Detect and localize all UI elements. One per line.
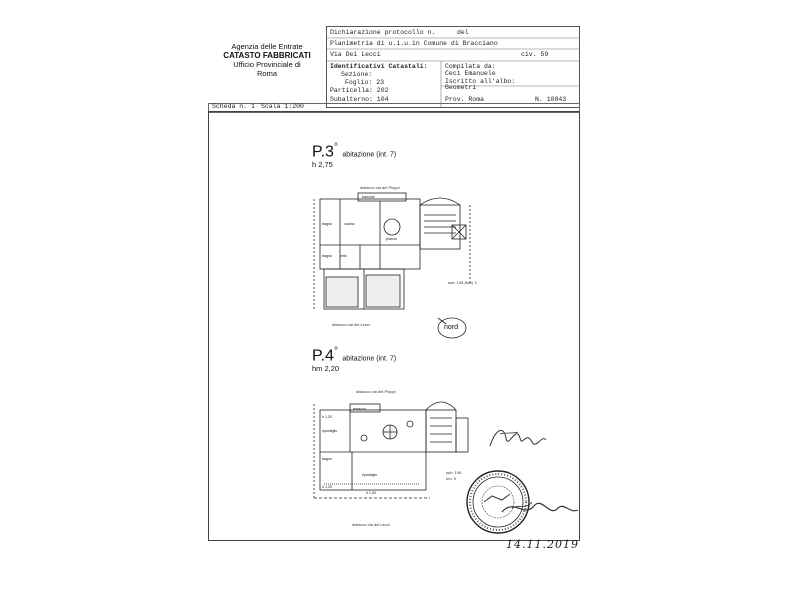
agency-ufficio: Ufficio Provinciale di bbox=[233, 60, 301, 69]
floor3-desc: abitazione (int. 7) bbox=[342, 151, 397, 159]
floor4-side-label: sub. 106 bbox=[446, 470, 462, 475]
floor4-room-ripostiglio-2: ripostiglio bbox=[362, 473, 378, 477]
floor3-title bbox=[312, 142, 396, 161]
north-label: nord bbox=[444, 324, 459, 331]
floor3-plan bbox=[300, 185, 500, 335]
albo-text: Geometri bbox=[445, 84, 477, 91]
civ-text: civ. 59 bbox=[521, 51, 549, 58]
particella-text: Particella: 202 bbox=[330, 87, 389, 94]
floor3-level: P.3 bbox=[312, 143, 334, 161]
floor3-room-bagno-2: bagno bbox=[322, 254, 332, 258]
floor4-room-ripostiglio: ripostiglio bbox=[322, 429, 338, 433]
agency-catasto: CATASTO FABBRICATI bbox=[223, 51, 311, 60]
floor3-height: h 2,75 bbox=[312, 160, 333, 169]
header-box bbox=[326, 26, 580, 108]
scala-text: Scala 1:200 bbox=[261, 103, 304, 110]
agency-block bbox=[208, 42, 326, 78]
numero-text: N. 10043 bbox=[535, 96, 567, 103]
floor4-room-bagno: bagno bbox=[322, 457, 332, 461]
foglio-text: Foglio: 23 bbox=[345, 79, 385, 86]
compilata-text: Compilata da: bbox=[445, 63, 496, 70]
agency-name: Agenzia delle Entrate bbox=[231, 42, 303, 51]
floor3-top-label: distacco via dei Pioppi bbox=[360, 185, 400, 190]
scheda-text: Scheda n. 1 bbox=[212, 103, 255, 110]
floor3-bottom-label: distacco via dei Lecci bbox=[332, 322, 370, 327]
floor3-room-pranzo: pranzo bbox=[386, 237, 397, 241]
floor4-desc: abitazione (int. 7) bbox=[342, 355, 397, 363]
floor4-room-h120: h 1,20 bbox=[322, 415, 332, 419]
floor4-top-label: distacco via dei Pioppi bbox=[356, 389, 396, 394]
floor3-room-cucina: cucina bbox=[344, 222, 355, 226]
professional-stamp bbox=[462, 462, 582, 542]
floor3-side-label: sub. 106 (bcc) 3 bbox=[448, 280, 477, 285]
floor4-level: P.4 bbox=[312, 347, 334, 365]
floor4-degree: ° bbox=[333, 346, 338, 357]
floor3-room-letto: letto bbox=[340, 254, 347, 258]
prov-text: Prov. Roma bbox=[445, 96, 485, 103]
iscritto-text: Iscritto all'albo: bbox=[445, 78, 516, 85]
dichiarazione-text: Dichiarazione protocollo n. bbox=[330, 29, 436, 36]
floor4-title bbox=[312, 346, 396, 365]
identificativi-text: Identificativi Catastali: bbox=[330, 63, 428, 70]
signature-scribble bbox=[486, 420, 550, 454]
agency-city: Roma bbox=[256, 69, 277, 78]
via-text: Via Dei Lecci bbox=[330, 51, 381, 58]
subalterno-text: Subalterno: 104 bbox=[330, 96, 389, 103]
floor3-room-bagno: bagno bbox=[322, 222, 332, 226]
handwritten-date: 14.11.2019 bbox=[506, 538, 579, 551]
floor4-room-terrazzo: terrazzo bbox=[353, 407, 366, 411]
dal-text: del bbox=[457, 29, 469, 36]
sezione-text: Sezione: bbox=[341, 71, 373, 78]
floor4-height: hm 2,20 bbox=[312, 364, 340, 373]
floor4-bottom-label: distacco via dei Lecci bbox=[352, 522, 390, 527]
floor3-degree: ° bbox=[333, 142, 338, 153]
planimetria-text: Planimetria di u.i.u.in Comune di Bracciano bbox=[330, 40, 498, 47]
floor4-room-h100: h 1,00 bbox=[366, 491, 376, 495]
compilatore-text: Ceci Emanuele bbox=[445, 70, 496, 77]
floor4-side-label-2: hm. 9 bbox=[446, 476, 457, 481]
floor4-room-h120-2: h 1,20 bbox=[322, 485, 332, 489]
floor3-room-balcone: balcone bbox=[362, 195, 375, 199]
